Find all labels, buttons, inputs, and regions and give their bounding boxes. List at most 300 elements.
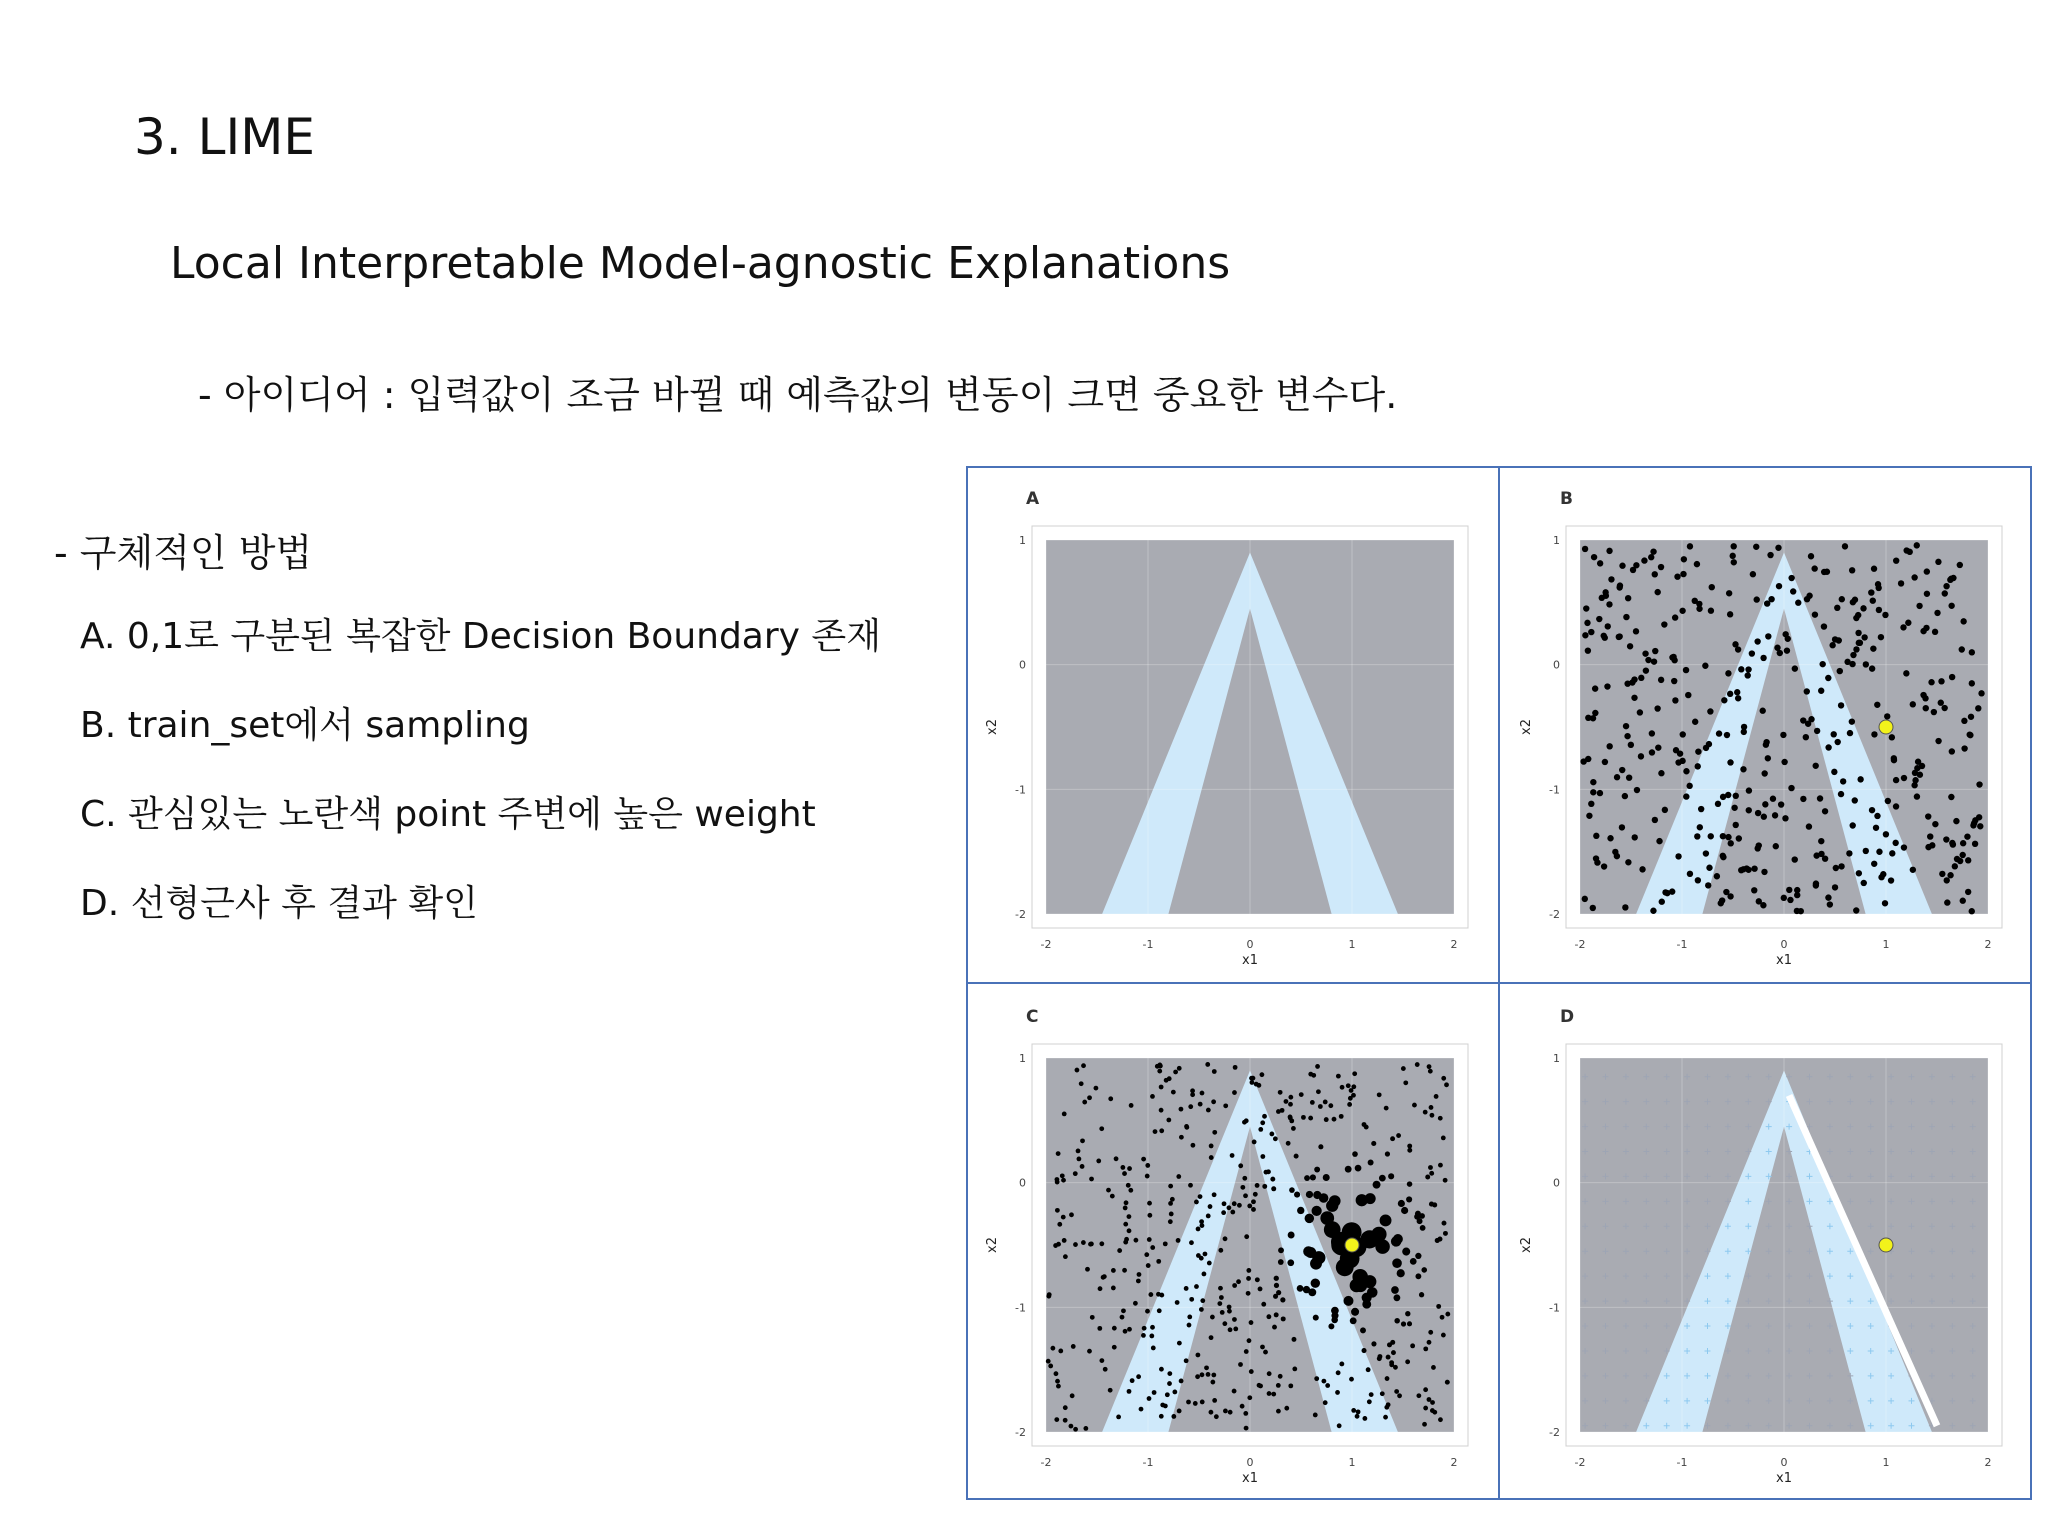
- sample-point: [1371, 1341, 1376, 1346]
- sample-point: [1308, 1288, 1316, 1296]
- sample-point: [1849, 567, 1855, 573]
- sample-point: [1191, 1143, 1196, 1148]
- sample-point: [1932, 821, 1938, 827]
- sample-point: [1271, 1392, 1276, 1397]
- sample-point: [1861, 880, 1867, 886]
- sample-point: [1856, 870, 1862, 876]
- sample-point: [1127, 1166, 1132, 1171]
- sample-point: [1397, 1269, 1405, 1277]
- sample-point: [1934, 610, 1940, 616]
- sample-point: [1687, 871, 1693, 877]
- sample-point: [1249, 1320, 1254, 1325]
- sample-point: [1855, 612, 1861, 618]
- x-tick-label: 0: [1246, 938, 1254, 951]
- sample-point: [1046, 1359, 1051, 1364]
- sample-point: [1271, 1186, 1276, 1191]
- sample-point: [1276, 1109, 1281, 1114]
- sample-point: [1876, 849, 1882, 855]
- sample-point: [1255, 1183, 1260, 1188]
- sample-point: [1703, 850, 1709, 856]
- sample-point: [1868, 589, 1874, 595]
- sample-point: [1445, 1380, 1450, 1385]
- sample-point: [1698, 806, 1704, 812]
- sample-point: [1079, 1081, 1084, 1086]
- sample-point: [1360, 1327, 1366, 1333]
- sample-point: [1651, 658, 1657, 664]
- sample-point: [1624, 733, 1630, 739]
- sample-point: [1916, 603, 1922, 609]
- sample-point: [1733, 793, 1739, 799]
- sample-point: [1743, 865, 1749, 871]
- sample-point: [1046, 1294, 1051, 1299]
- sample-point: [1311, 1278, 1320, 1287]
- sample-point: [1929, 842, 1935, 848]
- sample-point: [1189, 1240, 1194, 1245]
- sample-point: [1947, 872, 1953, 878]
- sample-point: [1623, 614, 1629, 620]
- sample-point: [1159, 1414, 1164, 1419]
- sample-point: [1410, 1343, 1415, 1348]
- sample-point: [1442, 1221, 1447, 1226]
- sample-point: [1288, 1115, 1293, 1120]
- sample-point: [1332, 1117, 1337, 1122]
- sample-point: [1304, 1175, 1310, 1181]
- sample-point: [1687, 543, 1693, 549]
- sample-point: [1209, 1410, 1214, 1415]
- sample-point: [1315, 1064, 1320, 1069]
- sample-point: [1198, 1194, 1203, 1199]
- sample-point: [1278, 1247, 1284, 1253]
- sample-point: [1751, 865, 1757, 871]
- sample-point: [1390, 1340, 1395, 1345]
- sample-point: [1325, 1383, 1330, 1388]
- sample-point: [1062, 1111, 1067, 1116]
- sample-point: [1738, 867, 1744, 873]
- sample-point: [1148, 1292, 1153, 1297]
- sample-point: [1606, 743, 1612, 749]
- sample-point: [1062, 1238, 1067, 1243]
- sample-point: [1438, 1163, 1443, 1168]
- sample-point: [1401, 1207, 1408, 1214]
- sample-point: [1209, 1155, 1214, 1160]
- sample-point: [1968, 714, 1974, 720]
- sample-point: [1616, 633, 1622, 639]
- sample-point: [1222, 1201, 1227, 1206]
- sample-point: [1063, 1418, 1068, 1423]
- sample-point: [1297, 1207, 1304, 1214]
- sample-point: [1853, 907, 1859, 913]
- sample-point: [1608, 576, 1614, 582]
- sample-point: [1238, 1362, 1243, 1367]
- sample-point: [1243, 1193, 1248, 1198]
- sample-point: [1200, 1372, 1205, 1377]
- sample-point: [1200, 1400, 1205, 1405]
- sample-point: [1590, 715, 1596, 721]
- sample-point: [1308, 1116, 1313, 1121]
- sample-point: [1597, 790, 1603, 796]
- y-tick-label: -2: [1549, 908, 1560, 921]
- sample-point: [1310, 1174, 1316, 1180]
- sample-point: [1177, 1341, 1182, 1346]
- x-tick-label: -1: [1676, 938, 1688, 951]
- sample-point: [1844, 659, 1850, 665]
- sample-point: [1750, 571, 1756, 577]
- sample-point: [1614, 774, 1620, 780]
- sample-point: [1240, 1404, 1245, 1409]
- sample-point: [1251, 1199, 1256, 1204]
- sample-point: [1323, 1100, 1328, 1105]
- sample-point: [1415, 1273, 1421, 1279]
- sample-point: [1232, 1389, 1237, 1394]
- sample-point: [1694, 833, 1700, 839]
- sample-point: [1291, 1126, 1296, 1131]
- sample-point: [1720, 854, 1726, 860]
- sample-point: [1257, 1383, 1262, 1388]
- sample-point: [1852, 797, 1858, 803]
- sample-point: [1637, 709, 1643, 715]
- sample-point: [1187, 1323, 1192, 1328]
- sample-point: [1130, 1378, 1135, 1383]
- sample-point: [1206, 1108, 1211, 1113]
- sample-point: [1313, 1413, 1318, 1418]
- sample-point: [1127, 1228, 1132, 1233]
- sample-point: [1753, 544, 1759, 550]
- sample-point: [1155, 1064, 1160, 1069]
- sample-point: [1392, 1258, 1402, 1268]
- panel-b-plot: [1500, 466, 2032, 982]
- sample-point: [1356, 1194, 1368, 1206]
- sample-point: [1781, 759, 1787, 765]
- sample-point: [1276, 1409, 1281, 1414]
- panel-a-plot: [966, 466, 1498, 982]
- sample-point: [1371, 1227, 1386, 1242]
- sample-point: [1592, 685, 1598, 691]
- sample-point: [1853, 646, 1859, 652]
- sample-point: [1428, 1330, 1433, 1335]
- sample-point: [1708, 833, 1714, 839]
- sample-point: [1186, 1400, 1191, 1405]
- sample-point: [1425, 1175, 1430, 1180]
- sample-point: [1588, 629, 1594, 635]
- sample-point: [1373, 1181, 1381, 1189]
- sample-point: [1347, 1102, 1352, 1107]
- sample-point: [1948, 603, 1954, 609]
- sample-point: [1337, 1423, 1342, 1428]
- sample-point: [1869, 807, 1875, 813]
- sample-point: [1251, 1207, 1256, 1212]
- sample-point: [1603, 593, 1609, 599]
- sample-point: [1083, 1426, 1088, 1431]
- sample-point: [1380, 1215, 1392, 1227]
- sample-point: [1314, 1376, 1319, 1381]
- y-tick-label: -2: [1015, 908, 1026, 921]
- sample-point: [1228, 1327, 1233, 1332]
- sample-point: [1905, 620, 1911, 626]
- sample-point: [1305, 1214, 1314, 1223]
- sample-point: [1584, 620, 1590, 626]
- sample-point: [1278, 1374, 1283, 1379]
- sample-point: [1764, 600, 1770, 606]
- sample-point: [1818, 688, 1824, 694]
- sample-point: [1301, 1115, 1306, 1120]
- sample-point: [1351, 1308, 1359, 1316]
- y-axis-label: x2: [1519, 1237, 1534, 1253]
- sample-point: [1098, 1286, 1103, 1291]
- panel-c: [966, 984, 1498, 1500]
- sample-point: [1134, 1238, 1139, 1243]
- sample-point: [1142, 1326, 1147, 1331]
- sample-point: [1073, 1427, 1078, 1432]
- sample-point: [1893, 557, 1899, 563]
- sample-point: [1099, 1358, 1104, 1363]
- sample-point: [1087, 1095, 1092, 1100]
- sample-point: [1159, 1367, 1164, 1372]
- sample-point: [1662, 807, 1668, 813]
- sample-point: [1238, 1163, 1243, 1168]
- sample-point: [1654, 705, 1660, 711]
- panel-letter: C: [1026, 1007, 1039, 1027]
- sample-point: [1727, 691, 1733, 697]
- sample-point: [1123, 1222, 1128, 1227]
- sample-point: [1943, 583, 1949, 589]
- sample-point: [1754, 845, 1760, 851]
- sample-point: [1776, 583, 1782, 589]
- sample-point: [1246, 1268, 1251, 1273]
- sample-point: [1416, 1393, 1421, 1398]
- sample-point: [1821, 623, 1827, 629]
- sample-point: [1314, 1167, 1320, 1173]
- sample-point: [1681, 556, 1687, 562]
- sample-point: [1863, 661, 1869, 667]
- sample-point: [1893, 777, 1899, 783]
- sample-point: [1179, 1135, 1184, 1140]
- sample-point: [1405, 1359, 1410, 1364]
- x-axis-label: x1: [1242, 1471, 1258, 1486]
- sample-point: [1415, 1062, 1420, 1067]
- sample-point: [1164, 1078, 1169, 1083]
- sample-point: [1429, 1105, 1434, 1110]
- sample-point: [1650, 548, 1656, 554]
- sample-point: [1127, 1327, 1132, 1332]
- sample-point: [1232, 1090, 1237, 1095]
- sample-point: [1101, 1275, 1106, 1280]
- sample-point: [1616, 584, 1622, 590]
- sample-point: [1176, 1238, 1181, 1243]
- sample-point: [1111, 1286, 1116, 1291]
- sample-point: [1441, 1333, 1446, 1338]
- sample-point: [1419, 1292, 1424, 1297]
- sample-point: [1901, 775, 1907, 781]
- sample-point: [1429, 1171, 1434, 1176]
- sample-point: [1672, 697, 1678, 703]
- sample-point: [1619, 824, 1625, 830]
- sample-point: [1362, 1122, 1367, 1127]
- sample-point: [1223, 1236, 1228, 1241]
- sample-point: [1430, 1408, 1435, 1413]
- sample-point: [1258, 1286, 1263, 1291]
- sample-point: [1124, 1200, 1129, 1205]
- x-tick-label: 2: [1984, 938, 1992, 951]
- sample-point: [1423, 1346, 1428, 1351]
- sample-point: [1911, 574, 1917, 580]
- sample-point: [1120, 1165, 1125, 1170]
- sample-point: [1331, 1312, 1338, 1319]
- sample-point: [1432, 1202, 1437, 1207]
- sample-point: [1244, 1426, 1249, 1431]
- sample-point: [1436, 1304, 1441, 1309]
- sample-point: [1054, 1417, 1059, 1422]
- sample-point: [1733, 822, 1739, 828]
- sample-point: [1935, 559, 1941, 565]
- sample-point: [1385, 1151, 1390, 1156]
- sample-point: [1278, 1090, 1283, 1095]
- sample-point: [1727, 759, 1733, 765]
- y-tick-label: 0: [1553, 658, 1560, 672]
- y-tick-label: -1: [1015, 783, 1026, 797]
- sample-point: [1822, 808, 1828, 814]
- sample-point: [1814, 728, 1820, 734]
- sample-point: [1061, 1178, 1066, 1183]
- sample-point: [1407, 1148, 1412, 1153]
- sample-point: [1362, 1416, 1367, 1421]
- x-tick-label: 1: [1882, 938, 1890, 951]
- sample-point: [1888, 877, 1894, 883]
- sample-point: [1671, 678, 1677, 684]
- sample-point: [1103, 1367, 1108, 1372]
- sample-point: [1169, 1212, 1174, 1217]
- sample-point: [1800, 717, 1806, 723]
- sample-point: [1840, 778, 1846, 784]
- sample-point: [1289, 1187, 1295, 1193]
- sample-point: [1720, 833, 1726, 839]
- sample-point: [1247, 1338, 1252, 1343]
- sample-point: [1060, 1173, 1065, 1178]
- sample-point: [1157, 1069, 1162, 1074]
- sample-point: [1380, 1391, 1385, 1396]
- sample-point: [1099, 1126, 1104, 1131]
- sample-point: [1656, 838, 1662, 844]
- sample-point: [1685, 692, 1691, 698]
- sample-point: [1795, 600, 1801, 606]
- sample-point: [1264, 1170, 1269, 1175]
- sample-point: [1792, 665, 1798, 671]
- sample-point: [1144, 1252, 1149, 1257]
- sample-point: [1412, 1103, 1417, 1108]
- sample-point: [1731, 559, 1737, 565]
- sample-point: [1708, 608, 1714, 614]
- sample-point: [1601, 633, 1607, 639]
- sample-point: [1122, 1268, 1127, 1273]
- sample-point: [1194, 1200, 1199, 1205]
- sample-point: [1244, 1234, 1249, 1239]
- sample-point: [1099, 1241, 1104, 1246]
- sample-point: [1211, 1373, 1216, 1378]
- sample-point: [1195, 1374, 1200, 1379]
- sample-point: [1410, 1258, 1417, 1265]
- sample-point: [1596, 616, 1602, 622]
- sample-point: [1405, 1311, 1410, 1316]
- sample-point: [1721, 697, 1727, 703]
- sample-point: [1939, 871, 1945, 877]
- sample-point: [1323, 1400, 1328, 1405]
- sample-point: [1944, 899, 1950, 905]
- sample-point: [1444, 1082, 1449, 1087]
- slide-title: 3. LIME: [134, 108, 315, 166]
- sample-point: [1850, 599, 1856, 605]
- sample-point: [1679, 758, 1685, 764]
- sample-point: [1714, 873, 1720, 879]
- sample-point: [1725, 670, 1731, 676]
- x-tick-label: 1: [1348, 1456, 1356, 1469]
- sample-point: [1198, 1102, 1203, 1107]
- sample-point: [1831, 731, 1837, 737]
- sample-point: [1860, 605, 1866, 611]
- sample-point: [1247, 1203, 1252, 1208]
- x-tick-label: 2: [1984, 1456, 1992, 1469]
- sample-point: [1420, 1225, 1426, 1231]
- sample-point: [1740, 766, 1746, 772]
- sample-point: [1585, 756, 1591, 762]
- sample-point: [1069, 1424, 1074, 1429]
- sample-point: [1214, 1414, 1219, 1419]
- sample-point: [1430, 1113, 1435, 1118]
- sample-point: [1328, 1323, 1334, 1329]
- sample-point: [1414, 1214, 1420, 1220]
- sample-point: [1818, 851, 1824, 857]
- sample-point: [1957, 562, 1963, 568]
- sample-point: [1233, 1065, 1238, 1070]
- sample-point: [1870, 645, 1876, 651]
- sample-point: [1127, 1389, 1132, 1394]
- sample-point: [1649, 749, 1655, 755]
- sample-point: [1834, 605, 1840, 611]
- sample-point: [1804, 688, 1810, 694]
- panel-d-plot: [1500, 984, 2032, 1500]
- sample-point: [1818, 838, 1824, 844]
- sample-point: [1730, 553, 1736, 559]
- sample-point: [1861, 634, 1867, 640]
- sample-point: [1149, 1334, 1154, 1339]
- sample-point: [1443, 1231, 1448, 1236]
- sample-point: [1311, 1073, 1316, 1078]
- sample-point: [1754, 638, 1760, 644]
- sample-point: [1763, 742, 1769, 748]
- sample-point: [1061, 1215, 1066, 1220]
- sample-point: [1825, 744, 1831, 750]
- sample-point: [1355, 1414, 1360, 1419]
- sample-point: [1223, 1409, 1228, 1414]
- y-tick-label: 0: [1019, 658, 1026, 672]
- sample-point: [1371, 1141, 1376, 1146]
- sample-point: [1110, 1194, 1115, 1199]
- sample-point: [1349, 1088, 1354, 1093]
- sample-point: [1230, 1153, 1235, 1158]
- sample-point: [1920, 628, 1926, 634]
- sample-point: [1280, 1297, 1285, 1302]
- sample-point: [1286, 1141, 1291, 1146]
- sample-point: [1274, 1312, 1279, 1317]
- sample-point: [1726, 590, 1732, 596]
- sample-point: [1969, 680, 1975, 686]
- sample-point: [1631, 676, 1637, 682]
- y-axis-label: x2: [1519, 719, 1534, 735]
- sample-point: [1096, 1159, 1101, 1164]
- sample-point: [1855, 630, 1861, 636]
- sample-point: [1120, 1315, 1125, 1320]
- sample-point: [1139, 1407, 1144, 1412]
- x-axis-label: x1: [1242, 953, 1258, 968]
- sample-point: [1941, 705, 1947, 711]
